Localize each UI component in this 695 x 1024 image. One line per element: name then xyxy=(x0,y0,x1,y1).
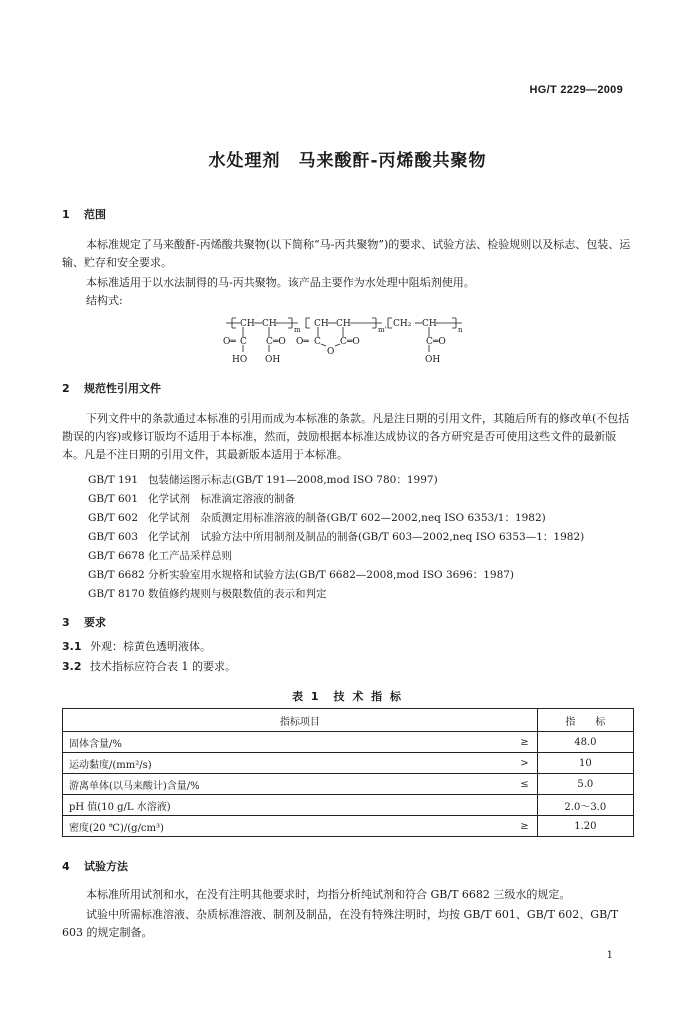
reference-code: GB/T 6678 xyxy=(88,550,145,562)
reference-code: GB/T 8170 xyxy=(88,588,145,600)
table-row xyxy=(63,774,634,795)
formula-o-eq-2: O═ xyxy=(296,337,309,347)
formula-o-eq-1: O═ xyxy=(223,337,236,347)
section3-heading xyxy=(62,614,106,630)
table-row xyxy=(63,795,634,816)
section1-number: 1 xyxy=(62,208,70,221)
page-number: 1 xyxy=(606,950,613,961)
section3-number: 3 xyxy=(62,616,70,629)
requirement-3-2-number: 3.2 xyxy=(62,660,82,673)
reference-text: 包装储运图示标志(GB/T 191—2008,mod ISO 780：1997) xyxy=(148,474,438,486)
formula-ch-2b: CH xyxy=(336,319,351,329)
column-header-value: 指 标 xyxy=(537,709,633,732)
formula-ch-1a: CH xyxy=(240,319,255,329)
row-item: pH 值(10 g/L 水溶液) xyxy=(63,795,503,816)
section1-title: 范围 xyxy=(84,208,106,221)
formula-eq-o-1: ═O xyxy=(273,337,286,347)
row-value: 2.0～3.0 xyxy=(537,795,633,816)
table-row xyxy=(63,753,634,774)
formula-c-1a: C xyxy=(240,337,247,347)
requirement-3-1-number: 3.1 xyxy=(62,640,82,653)
formula-ch-1b: CH xyxy=(262,319,277,329)
section1-heading xyxy=(62,206,106,222)
reference-item xyxy=(88,510,546,525)
reference-code: GB/T 601 xyxy=(88,493,139,505)
reference-text: 分析实验室用水规格和试验方法(GB/T 6682—2008,mod ISO 3696：1987) xyxy=(148,569,515,581)
formula-c-2b: C xyxy=(340,337,347,347)
requirement-3-2-text: 技术指标应符合表 1 的要求。 xyxy=(90,660,236,673)
formula-subscript-n: n xyxy=(458,326,463,334)
reference-text: 化学试剂 标准滴定溶液的制备 xyxy=(148,493,295,505)
reference-text: 数值修约规则与极限数值的表示和判定 xyxy=(148,588,327,600)
row-item: 密度(20 ℃)/(g/cm³) xyxy=(63,816,503,837)
formula-ring-o: O xyxy=(327,347,335,357)
section4-number: 4 xyxy=(62,860,70,873)
document-title xyxy=(0,146,695,171)
title-part2: 马来酸酐-丙烯酸共聚物 xyxy=(298,151,487,171)
formula-oh-3: OH xyxy=(425,355,441,365)
table-header-row xyxy=(63,709,634,732)
formula-oh-1: OH xyxy=(265,355,281,365)
reference-item xyxy=(88,548,232,563)
formula-ho: HO xyxy=(232,355,248,365)
row-item: 游离单体(以马来酸计)含量/% xyxy=(63,774,503,795)
reference-code: GB/T 6682 xyxy=(88,569,145,581)
row-value: 48.0 xyxy=(537,732,633,753)
reference-code: GB/T 602 xyxy=(88,512,139,524)
section2-title: 规范性引用文件 xyxy=(84,382,161,395)
row-item: 运动黏度/(mm²/s) xyxy=(63,753,503,774)
formula-ch-3: CH xyxy=(422,319,437,329)
section1-scope-paragraph: 本标准规定了马来酸酐-丙烯酸共聚物(以下简称“马-丙共聚物”)的要求、试验方法、检验规则以及标志、包装、运输、贮存和安全要求。 xyxy=(62,238,631,269)
section2-heading xyxy=(62,380,161,396)
row-value: 5.0 xyxy=(537,774,633,795)
formula-c-1b: C xyxy=(266,337,273,347)
standard-number: HG/T 2229—2009 xyxy=(529,84,623,96)
structural-formula xyxy=(210,312,470,368)
reference-code: GB/T 603 xyxy=(88,531,139,543)
column-header-item: 指标项目 xyxy=(63,709,538,732)
section4-reagents-paragraph: 本标准所用试剂和水，在没有注明其他要求时，均指分析纯试剂和符合 GB/T 6682 三级水的规定。 xyxy=(86,888,571,901)
technical-indicators-table xyxy=(62,708,634,837)
reference-item xyxy=(88,567,514,582)
reference-item xyxy=(88,491,295,506)
table1-caption: 表 1 技 术 指 标 xyxy=(292,690,403,703)
reference-text: 化工产品采样总则 xyxy=(148,550,232,562)
formula-eq-o-3: ═O xyxy=(433,337,446,347)
row-symbol: ≤ xyxy=(503,774,538,795)
row-symbol: ≥ xyxy=(503,732,538,753)
structure-label: 结构式: xyxy=(86,294,123,307)
reference-item xyxy=(88,586,327,601)
formula-ch2: CH₂ xyxy=(393,319,412,329)
row-value: 1.20 xyxy=(537,816,633,837)
section4-heading xyxy=(62,858,128,874)
reference-code: GB/T 191 xyxy=(88,474,139,486)
formula-subscript-m: m xyxy=(294,326,301,334)
formula-c-2a: C xyxy=(314,337,321,347)
row-symbol: > xyxy=(503,753,538,774)
table-row xyxy=(63,816,634,837)
formula-c-3: C xyxy=(426,337,433,347)
formula-eq-o-2: ═O xyxy=(347,337,360,347)
formula-subscript-m-prime: m' xyxy=(378,326,387,334)
reference-text: 化学试剂 杂质测定用标准溶液的制备(GB/T 602—2002,neq ISO 6353/1：1982) xyxy=(148,512,546,524)
requirement-3-1-text: 外观：棕黄色透明液体。 xyxy=(90,640,211,653)
section3-title: 要求 xyxy=(84,616,106,629)
row-symbol: ≥ xyxy=(503,816,538,837)
section4-solutions-paragraph: 试验中所需标准溶液、杂质标准溶液、制剂及制品，在没有特殊注明时，均按 GB/T 601、GB/T 602、GB/T 603 的规定制备。 xyxy=(62,908,619,939)
row-symbol xyxy=(503,795,538,816)
section4-title: 试验方法 xyxy=(84,860,128,873)
requirement-3-2 xyxy=(62,658,236,676)
section2-number: 2 xyxy=(62,382,70,395)
table-row xyxy=(63,732,634,753)
title-part1: 水处理剂 xyxy=(208,151,281,171)
reference-item xyxy=(88,472,438,487)
section2-intro-paragraph: 下列文件中的条款通过本标准的引用而成为本标准的条款。凡是注日期的引用文件，其随后所有的修改单(不包括勘误的内容)或修订版均不适用于本标准，然而，鼓励根据本标准达成协议的各方研究是否可使用这些文件的最新版本。凡是不注日期的引用文件，其最新版本适用于本标准。 xyxy=(62,412,630,461)
reference-item xyxy=(88,529,584,544)
formula-ch-2a: CH xyxy=(314,319,329,329)
row-item: 固体含量/% xyxy=(63,732,503,753)
row-value: 10 xyxy=(537,753,633,774)
section1-applicability-paragraph: 本标准适用于以水法制得的马-丙共聚物。该产品主要作为水处理中阻垢剂使用。 xyxy=(86,276,475,289)
requirement-3-1 xyxy=(62,638,211,656)
reference-text: 化学试剂 试验方法中所用制剂及制品的制备(GB/T 603—2002,neq ISO 6353—1：1982) xyxy=(148,531,585,543)
